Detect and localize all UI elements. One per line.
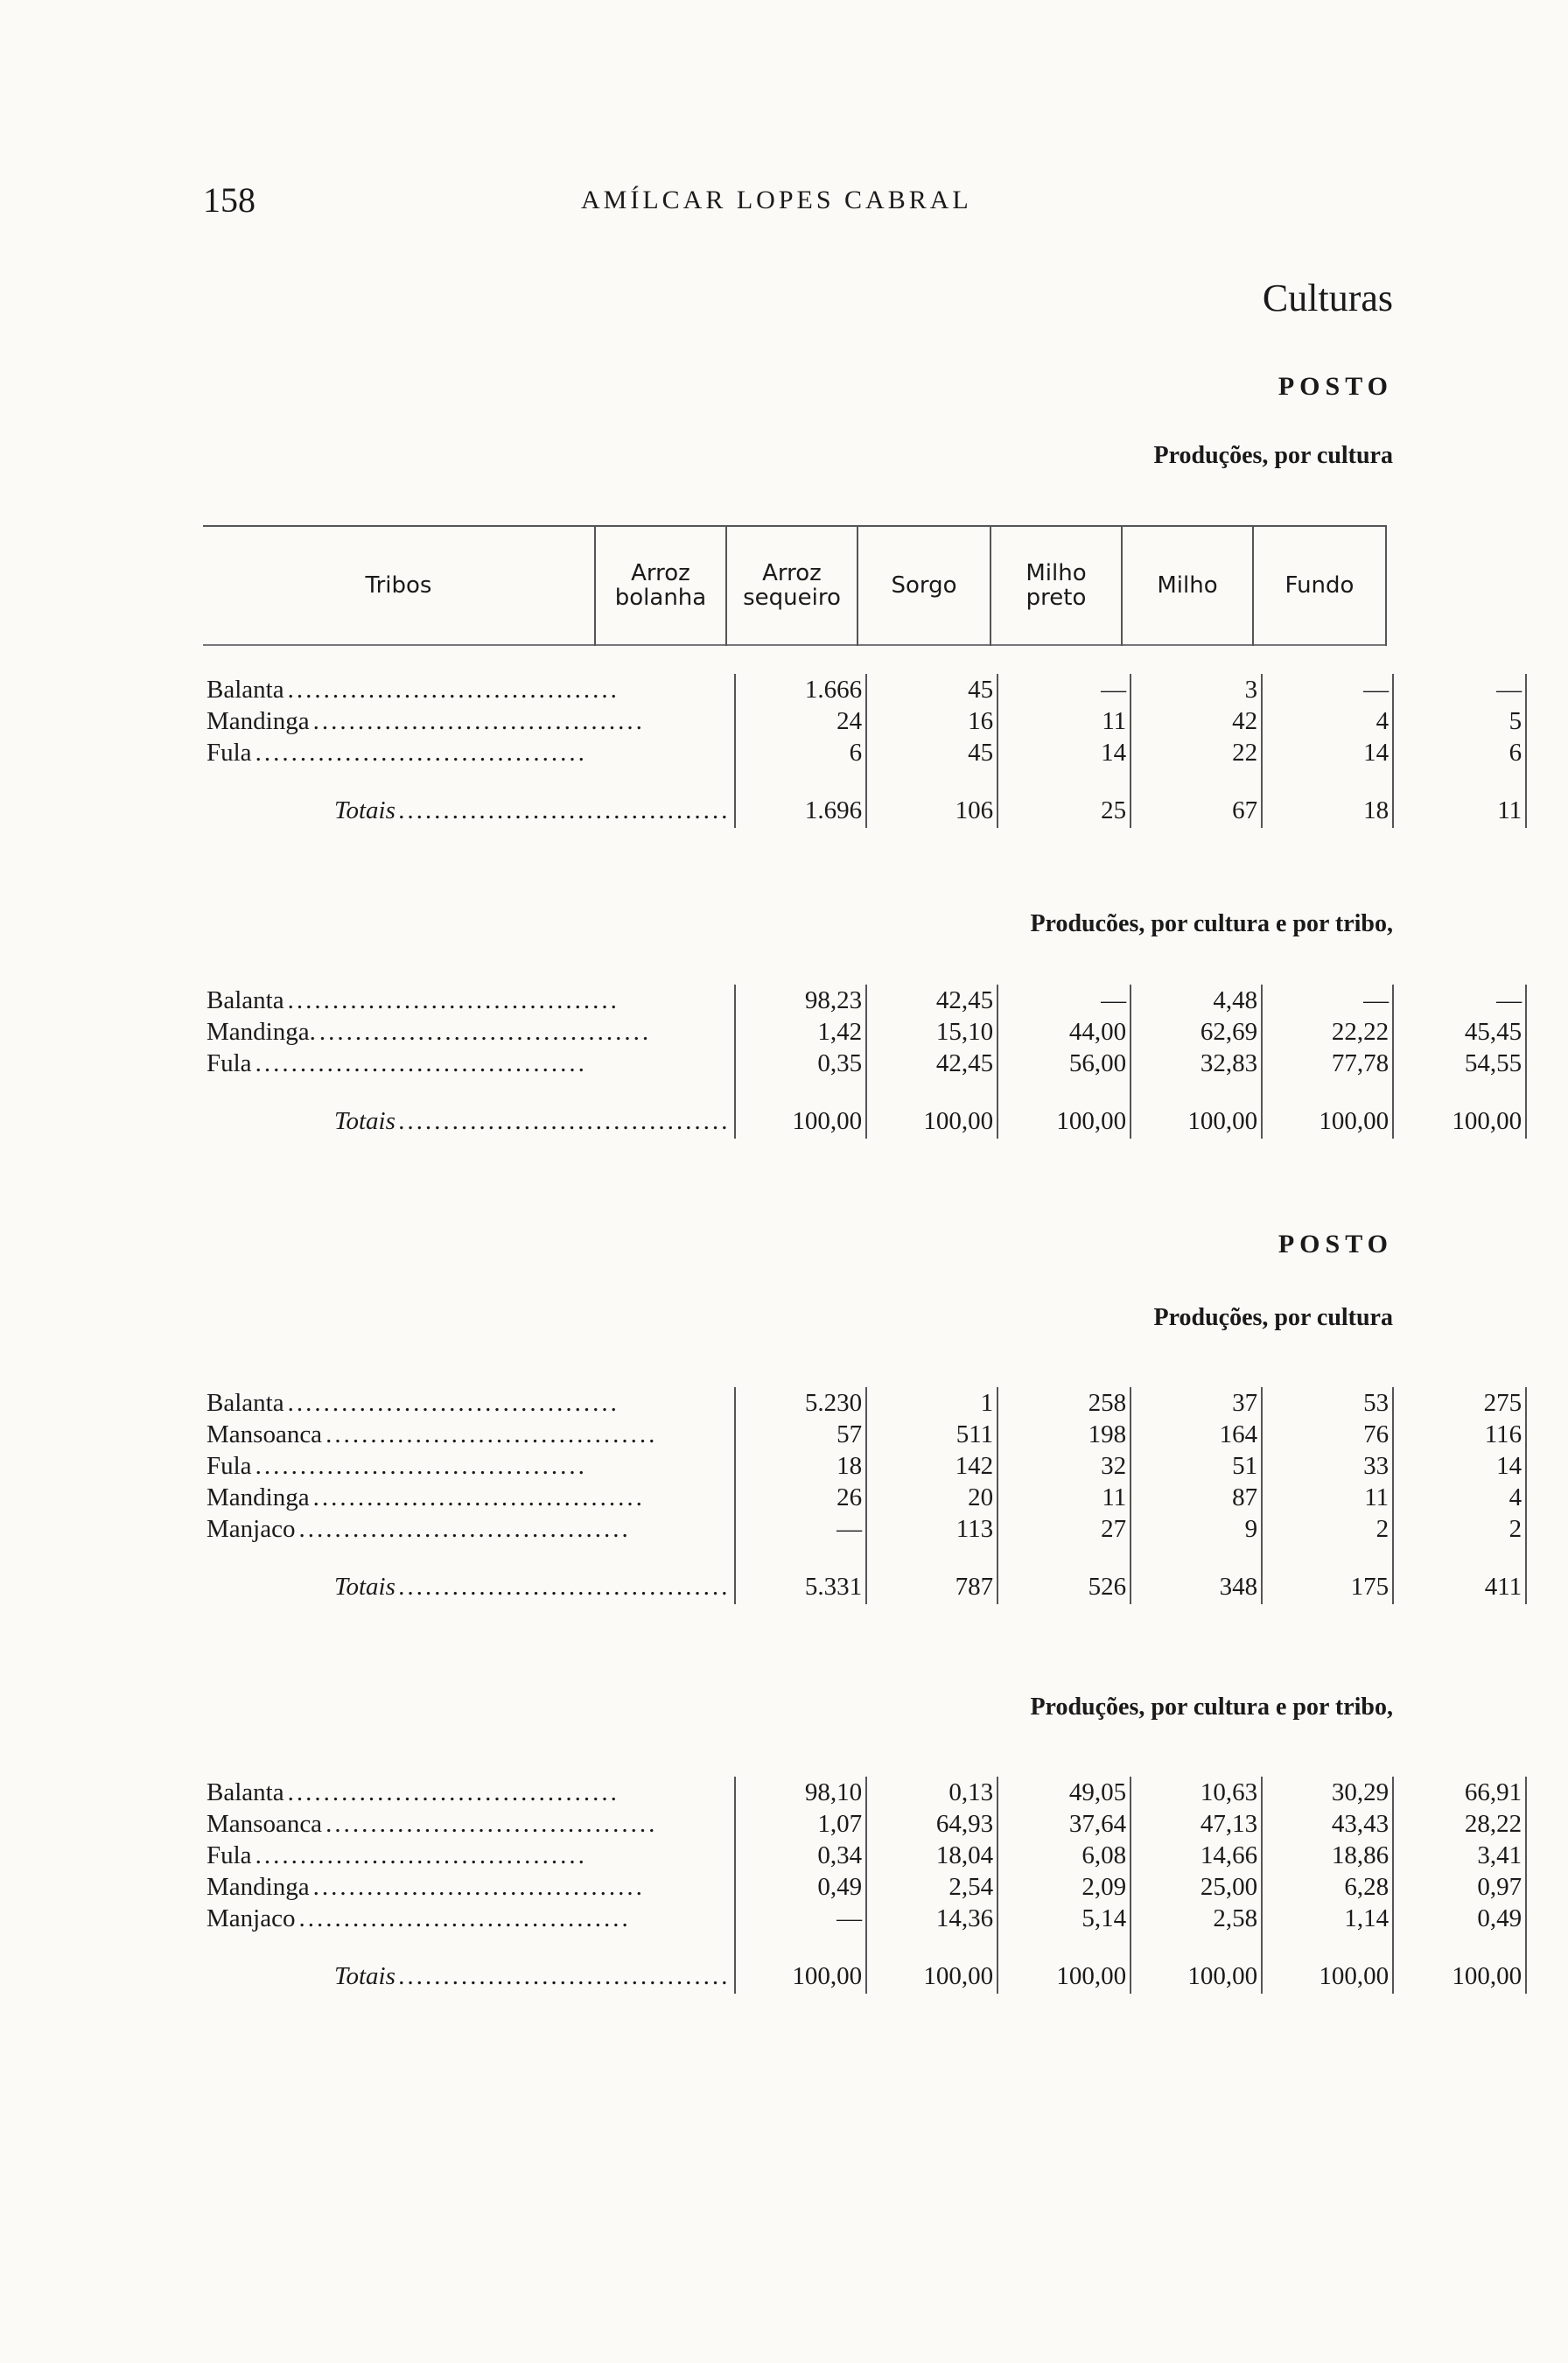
column-header-milho-preto: Milho preto — [990, 526, 1122, 645]
value-cell: 106 — [866, 768, 998, 828]
total-row — [203, 768, 1526, 828]
value-cell: 25,00 — [1130, 1871, 1262, 1903]
value-cell: 100,00 — [998, 1079, 1130, 1139]
table-row — [203, 737, 1526, 768]
value-cell: 1 — [866, 1387, 998, 1419]
tribe-name: Mandinga ..................................... — [203, 1871, 735, 1903]
value-cell: 42,45 — [866, 985, 998, 1016]
value-cell: 45 — [866, 737, 998, 768]
pct-title-2: Produções, por cultura e por tribo, — [1030, 1693, 1393, 1721]
section-title: Culturas — [1262, 277, 1393, 319]
value-cell: 87 — [1130, 1482, 1262, 1513]
value-cell: 5,14 — [998, 1903, 1130, 1934]
value-cell: 348 — [1130, 1545, 1262, 1604]
tribe-name: Balanta ..................................... — [203, 674, 735, 705]
value-cell: 32,83 — [1130, 1048, 1262, 1079]
table-posto2-percent — [203, 1777, 1527, 1994]
tribe-name: Mansoanca ..................................... — [203, 1419, 735, 1450]
table-row — [203, 985, 1526, 1016]
value-cell: 42 — [1130, 705, 1262, 737]
column-header-table — [203, 525, 1387, 646]
value-cell: 113 — [866, 1513, 998, 1545]
value-cell: 275 — [1393, 1387, 1526, 1419]
value-cell: 24 — [735, 705, 866, 737]
value-cell: 3,41 — [1393, 1840, 1526, 1871]
value-cell: 9 — [1130, 1513, 1262, 1545]
value-cell: 11 — [998, 705, 1130, 737]
value-cell: 43,43 — [1262, 1808, 1393, 1840]
value-cell: 0,49 — [1393, 1903, 1526, 1934]
table-row — [203, 1840, 1526, 1871]
value-cell: 30,29 — [1262, 1777, 1393, 1808]
value-cell: 11 — [1393, 768, 1526, 828]
page-number: 158 — [203, 180, 256, 220]
value-cell: 100,00 — [1262, 1934, 1393, 1994]
value-cell: 100,00 — [1262, 1079, 1393, 1139]
posto-label-2: POSTO — [1278, 1230, 1393, 1259]
value-cell: 14 — [1393, 1450, 1526, 1482]
value-cell: 1.666 — [735, 674, 866, 705]
value-cell: 27 — [998, 1513, 1130, 1545]
table-row — [203, 1016, 1526, 1048]
posto-label-1: POSTO — [1278, 372, 1393, 401]
value-cell: 6,28 — [1262, 1871, 1393, 1903]
value-cell: 14,36 — [866, 1903, 998, 1934]
value-cell: 37,64 — [998, 1808, 1130, 1840]
abs-title-1: Produções, por cultura — [1153, 442, 1393, 469]
value-cell: 1.696 — [735, 768, 866, 828]
value-cell: 4,48 — [1130, 985, 1262, 1016]
value-cell: 0,97 — [1393, 1871, 1526, 1903]
tribe-name: Mandinga ..................................... — [203, 705, 735, 737]
column-header-fundo: Fundo — [1253, 526, 1386, 645]
value-cell: 2 — [1393, 1513, 1526, 1545]
pct-title-1: Producões, por cultura e por tribo, — [1030, 910, 1393, 937]
value-cell: 37 — [1130, 1387, 1262, 1419]
value-cell: 6 — [735, 737, 866, 768]
value-cell: 2,09 — [998, 1871, 1130, 1903]
value-cell: 787 — [866, 1545, 998, 1604]
table-posto2-absolute — [203, 1387, 1527, 1604]
value-cell: 4 — [1262, 705, 1393, 737]
value-cell: 22 — [1130, 737, 1262, 768]
value-cell: 77,78 — [1262, 1048, 1393, 1079]
value-cell: 100,00 — [866, 1934, 998, 1994]
value-cell: 66,91 — [1393, 1777, 1526, 1808]
tribe-name: Fula ..................................... — [203, 1840, 735, 1871]
value-cell: 6 — [1393, 737, 1526, 768]
value-cell: — — [998, 985, 1130, 1016]
value-cell: 67 — [1130, 768, 1262, 828]
table-row — [203, 1777, 1526, 1808]
value-cell: 0,35 — [735, 1048, 866, 1079]
value-cell: 0,49 — [735, 1871, 866, 1903]
value-cell: 100,00 — [998, 1934, 1130, 1994]
value-cell: 10,63 — [1130, 1777, 1262, 1808]
column-header-arroz-sequeiro: Arroz sequeiro — [726, 526, 858, 645]
tribe-name: Fula ..................................... — [203, 1048, 735, 1079]
value-cell: 62,69 — [1130, 1016, 1262, 1048]
value-cell: 5.331 — [735, 1545, 866, 1604]
tribe-name: Mandinga ..................................... — [203, 1482, 735, 1513]
tribe-name: Fula ..................................... — [203, 737, 735, 768]
value-cell: 2,58 — [1130, 1903, 1262, 1934]
value-cell: 42,45 — [866, 1048, 998, 1079]
tribe-name: Manjaco ..................................... — [203, 1513, 735, 1545]
value-cell: 56,00 — [998, 1048, 1130, 1079]
value-cell: 14 — [998, 737, 1130, 768]
table-posto1-absolute — [203, 674, 1527, 828]
value-cell: 26 — [735, 1482, 866, 1513]
total-label: Totais ..................................... — [203, 1545, 735, 1604]
value-cell: 57 — [735, 1419, 866, 1450]
column-header-arroz-bolanha: Arroz bolanha — [595, 526, 726, 645]
value-cell: 44,00 — [998, 1016, 1130, 1048]
value-cell: 18,86 — [1262, 1840, 1393, 1871]
value-cell: 526 — [998, 1545, 1130, 1604]
value-cell: 198 — [998, 1419, 1130, 1450]
table-row — [203, 705, 1526, 737]
tribe-name: Balanta ..................................... — [203, 1777, 735, 1808]
value-cell: 98,10 — [735, 1777, 866, 1808]
value-cell: 1,14 — [1262, 1903, 1393, 1934]
value-cell: — — [998, 674, 1130, 705]
column-header-sorgo: Sorgo — [858, 526, 990, 645]
column-header-milho: Milho — [1122, 526, 1253, 645]
value-cell: 47,13 — [1130, 1808, 1262, 1840]
value-cell: — — [1393, 985, 1526, 1016]
value-cell: 0,34 — [735, 1840, 866, 1871]
table-row — [203, 1048, 1526, 1079]
table-row — [203, 1871, 1526, 1903]
table-row — [203, 1903, 1526, 1934]
value-cell: 49,05 — [998, 1777, 1130, 1808]
total-label: Totais ..................................... — [203, 1934, 735, 1994]
value-cell: 3 — [1130, 674, 1262, 705]
value-cell: 142 — [866, 1450, 998, 1482]
value-cell: — — [1262, 674, 1393, 705]
value-cell: 54,55 — [1393, 1048, 1526, 1079]
value-cell: 511 — [866, 1419, 998, 1450]
value-cell: 18 — [735, 1450, 866, 1482]
value-cell: 100,00 — [1393, 1079, 1526, 1139]
value-cell: 22,22 — [1262, 1016, 1393, 1048]
abs-title-2: Produções, por cultura — [1153, 1304, 1393, 1331]
value-cell: 45,45 — [1393, 1016, 1526, 1048]
value-cell: 28,22 — [1393, 1808, 1526, 1840]
tribe-name: Mandinga. ..................................... — [203, 1016, 735, 1048]
value-cell: 100,00 — [866, 1079, 998, 1139]
value-cell: 100,00 — [735, 1079, 866, 1139]
tribe-name: Balanta ..................................... — [203, 985, 735, 1016]
value-cell: 6,08 — [998, 1840, 1130, 1871]
value-cell: 1,42 — [735, 1016, 866, 1048]
value-cell: 411 — [1393, 1545, 1526, 1604]
value-cell: 76 — [1262, 1419, 1393, 1450]
table-row — [203, 1387, 1526, 1419]
tribe-name: Mansoanca ..................................... — [203, 1808, 735, 1840]
value-cell: 258 — [998, 1387, 1130, 1419]
value-cell: 14,66 — [1130, 1840, 1262, 1871]
value-cell: 100,00 — [1130, 1079, 1262, 1139]
value-cell: 116 — [1393, 1419, 1526, 1450]
value-cell: 2 — [1262, 1513, 1393, 1545]
value-cell: 25 — [998, 768, 1130, 828]
total-label: Totais ..................................... — [203, 1079, 735, 1139]
value-cell: 100,00 — [1393, 1934, 1526, 1994]
table-row — [203, 1419, 1526, 1450]
total-label: Totais ..................................... — [203, 768, 735, 828]
value-cell: — — [735, 1513, 866, 1545]
table-posto1-percent — [203, 985, 1527, 1139]
value-cell: 100,00 — [735, 1934, 866, 1994]
total-row — [203, 1545, 1526, 1604]
value-cell: 2,54 — [866, 1871, 998, 1903]
value-cell: 53 — [1262, 1387, 1393, 1419]
value-cell: 0,13 — [866, 1777, 998, 1808]
value-cell: 175 — [1262, 1545, 1393, 1604]
value-cell: 11 — [1262, 1482, 1393, 1513]
value-cell: 15,10 — [866, 1016, 998, 1048]
value-cell: — — [735, 1903, 866, 1934]
value-cell: 164 — [1130, 1419, 1262, 1450]
value-cell: 1,07 — [735, 1808, 866, 1840]
value-cell: 33 — [1262, 1450, 1393, 1482]
column-header-tribes: Tribos — [203, 526, 595, 645]
table-row — [203, 1513, 1526, 1545]
value-cell: 98,23 — [735, 985, 866, 1016]
value-cell: 18,04 — [866, 1840, 998, 1871]
table-row — [203, 1450, 1526, 1482]
value-cell: 20 — [866, 1482, 998, 1513]
tribe-name: Fula ..................................... — [203, 1450, 735, 1482]
value-cell: 11 — [998, 1482, 1130, 1513]
tribe-name: Balanta ..................................... — [203, 1387, 735, 1419]
tribe-name: Manjaco ..................................... — [203, 1903, 735, 1934]
value-cell: 18 — [1262, 768, 1393, 828]
value-cell: 51 — [1130, 1450, 1262, 1482]
value-cell: — — [1393, 674, 1526, 705]
running-header: AMÍLCAR LOPES CABRAL — [581, 186, 972, 214]
table-row — [203, 674, 1526, 705]
value-cell: 5 — [1393, 705, 1526, 737]
table-row — [203, 1482, 1526, 1513]
value-cell: 4 — [1393, 1482, 1526, 1513]
value-cell: 45 — [866, 674, 998, 705]
value-cell: 64,93 — [866, 1808, 998, 1840]
value-cell: 100,00 — [1130, 1934, 1262, 1994]
value-cell: 14 — [1262, 737, 1393, 768]
value-cell: 32 — [998, 1450, 1130, 1482]
value-cell: 5.230 — [735, 1387, 866, 1419]
value-cell: — — [1262, 985, 1393, 1016]
value-cell: 16 — [866, 705, 998, 737]
table-row — [203, 1808, 1526, 1840]
total-row — [203, 1079, 1526, 1139]
total-row — [203, 1934, 1526, 1994]
